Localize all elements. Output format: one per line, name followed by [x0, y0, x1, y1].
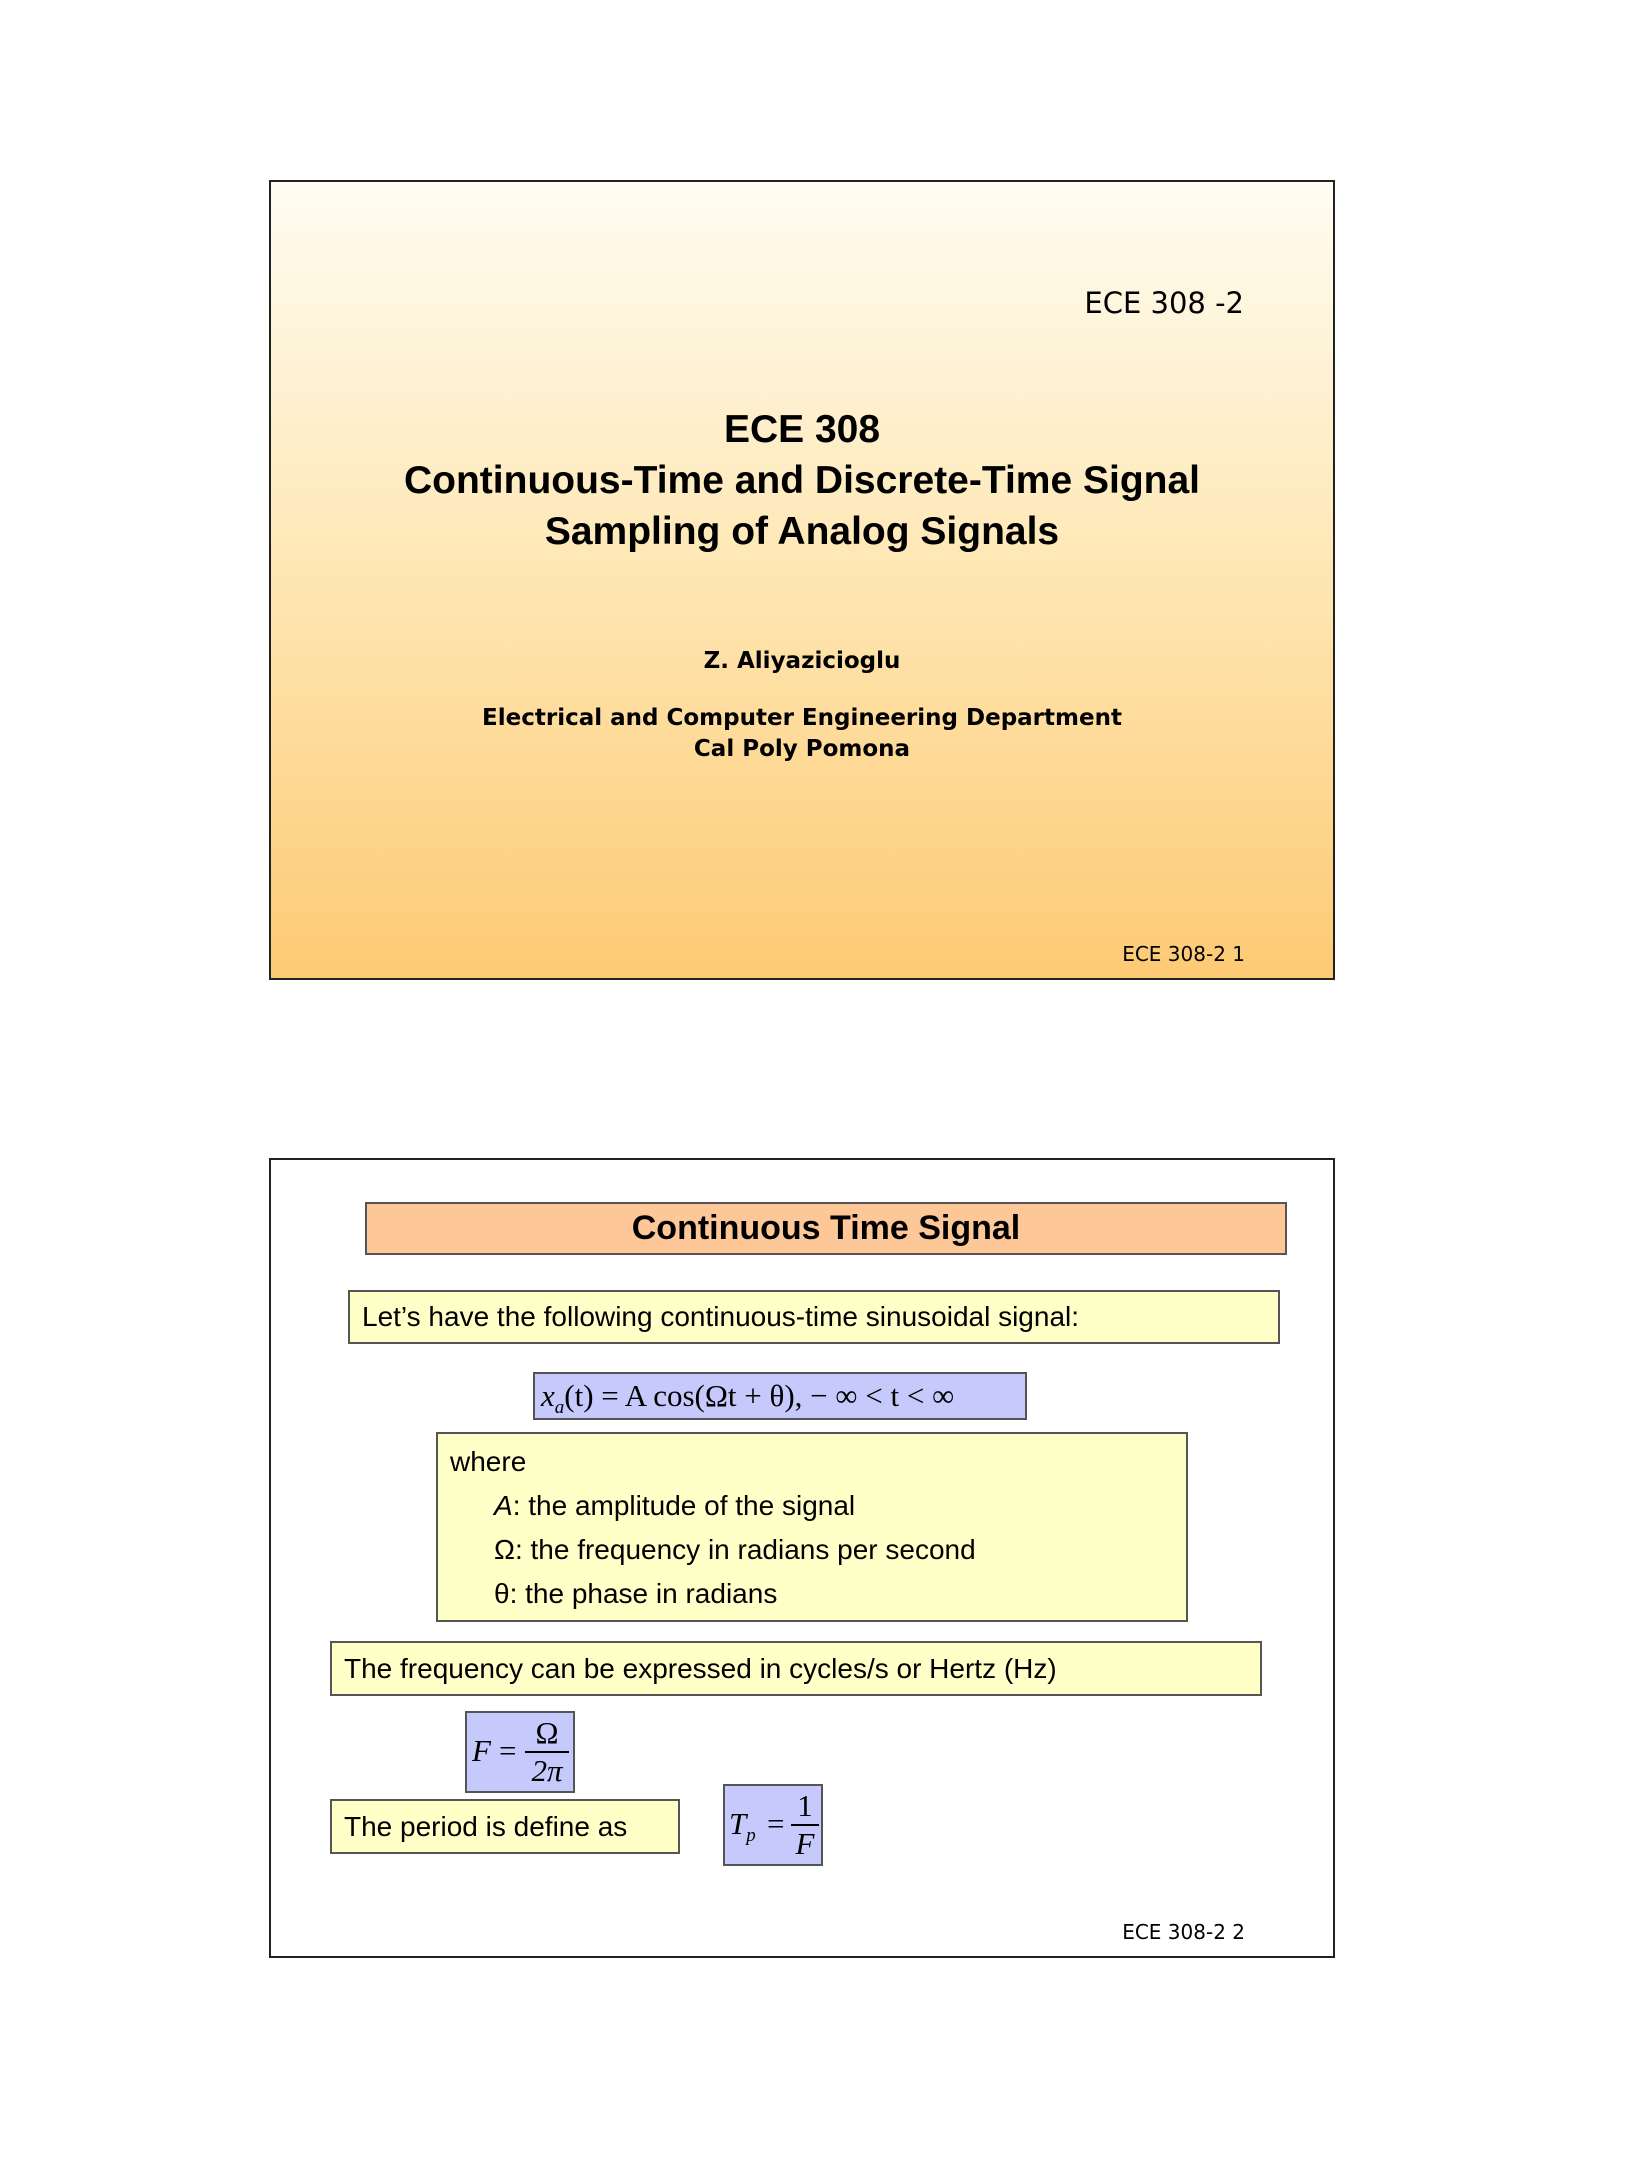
slide-footer: ECE 308-2 1: [1122, 942, 1245, 966]
frequency-equation: [465, 1711, 575, 1793]
slide-heading: Continuous Time Signal: [365, 1202, 1287, 1255]
content-slide: [269, 1158, 1335, 1958]
denominator: 2π: [531, 1753, 563, 1788]
intro-text: Let’s have the following continuous-time sinusoidal signal:: [348, 1290, 1280, 1344]
author: Z. Aliyazicioglu: [703, 648, 901, 674]
eq-x: x: [541, 1378, 555, 1413]
eq-sign: =: [767, 1806, 785, 1841]
def-text: : the frequency in radians per second: [514, 1534, 976, 1565]
definition-item: [450, 1484, 1186, 1528]
frequency-text: The frequency can be expressed in cycles/s or Hertz (Hz): [330, 1641, 1262, 1696]
eq-sub: a: [554, 1397, 565, 1419]
eq-rest: (t) = A cos(Ωt + θ), − ∞ < t < ∞: [564, 1378, 955, 1413]
eq-sub: p: [746, 1825, 756, 1847]
slide-footer: ECE 308-2 2: [1122, 1920, 1245, 1944]
affiliation: [271, 703, 1333, 765]
eq-sign: =: [499, 1733, 517, 1768]
def-text: : the amplitude of the signal: [512, 1490, 856, 1521]
eq-lhs: F: [472, 1733, 491, 1768]
where-label: where: [450, 1446, 527, 1477]
fraction: [525, 1715, 569, 1789]
title-line: Sampling of Analog Signals: [544, 510, 1060, 553]
numerator: Ω: [535, 1715, 559, 1750]
department: Electrical and Computer Engineering Department: [482, 705, 1122, 731]
period-equation: [723, 1784, 823, 1866]
university: Cal Poly Pomona: [693, 736, 911, 762]
definition-item: [450, 1572, 1186, 1616]
title-line: ECE 308: [723, 408, 881, 451]
course-code: ECE 308 -2: [1084, 286, 1244, 320]
title-slide: [269, 180, 1335, 980]
title-line: Continuous-Time and Discrete-Time Signal: [403, 459, 1200, 502]
eq-lhs: [729, 1806, 756, 1847]
denominator: F: [795, 1826, 815, 1861]
signal-equation: [533, 1372, 1027, 1420]
numerator: 1: [797, 1788, 813, 1823]
def-symbol: θ: [494, 1578, 510, 1609]
fraction: [791, 1788, 819, 1862]
def-symbol: Ω: [494, 1534, 515, 1565]
definition-item: [450, 1528, 1186, 1572]
definitions-box: [436, 1432, 1188, 1622]
slide-title: [271, 404, 1333, 557]
eq-lhs-symbol: T: [729, 1806, 747, 1841]
period-text: The period is define as: [330, 1799, 680, 1854]
def-text: : the phase in radians: [509, 1578, 778, 1609]
def-symbol: A: [494, 1490, 513, 1521]
